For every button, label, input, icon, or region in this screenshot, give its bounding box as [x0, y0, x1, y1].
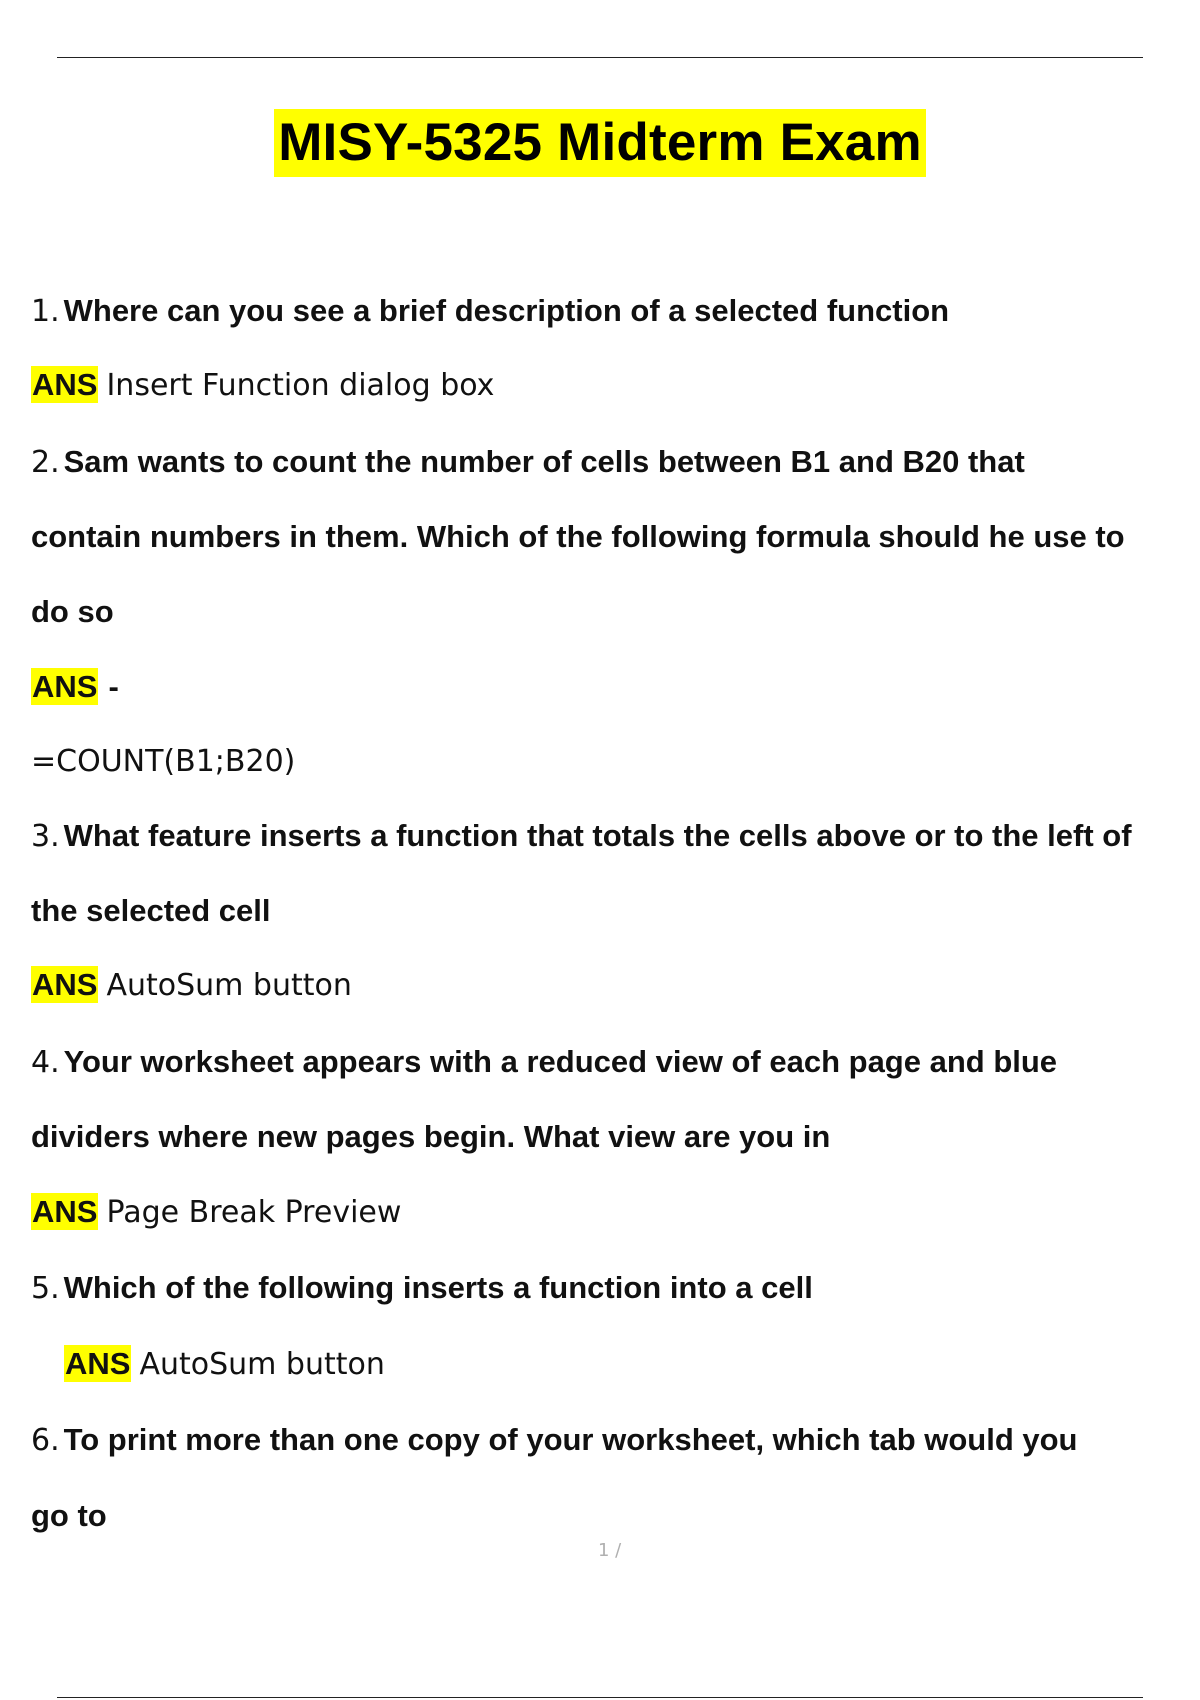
answer-4: [31, 1192, 401, 1233]
answer-text: Insert Function dialog box: [106, 368, 495, 403]
question-text: To print more than one copy of your worksheet, which tab would you: [63, 1422, 1078, 1457]
answer-2-formula: [31, 741, 295, 782]
question-text: go to: [31, 1498, 107, 1533]
document-title: MISY-5325 Midterm Exam: [274, 109, 926, 177]
question-3-line-2: [31, 891, 271, 931]
question-text: Sam wants to count the number of cells between B1 and B20 that: [63, 444, 1025, 479]
top-rule: [57, 57, 1143, 58]
question-number: 5.: [31, 1271, 60, 1306]
answer-text: AutoSum button: [106, 968, 352, 1003]
question-2-line-2: [31, 517, 1125, 557]
answer-label: ANS: [32, 367, 98, 402]
question-1: [31, 291, 949, 332]
question-text: Which of the following inserts a function into a cell: [63, 1270, 813, 1305]
bottom-rule: [57, 1697, 1143, 1698]
question-2: [31, 442, 1025, 483]
question-3: [31, 816, 1132, 857]
question-4-line-2: [31, 1117, 830, 1157]
question-text: contain numbers in them. Which of the following formula should he use to: [31, 519, 1125, 554]
answer-label: ANS: [32, 967, 98, 1002]
question-number: 2.: [31, 445, 60, 480]
question-number: 6.: [31, 1423, 60, 1458]
question-number: 1.: [31, 294, 60, 329]
answer-1: [31, 365, 494, 406]
question-text: dividers where new pages begin. What view are you in: [31, 1119, 831, 1154]
answer-text: =COUNT(B1;B20): [31, 744, 296, 779]
answer-3: [31, 965, 352, 1006]
answer-label: ANS: [65, 1346, 131, 1381]
question-number: 3.: [31, 819, 60, 854]
question-text: the selected cell: [31, 893, 271, 928]
question-6-line-2: [31, 1496, 107, 1536]
question-text: Where can you see a brief description of a selected function: [63, 293, 950, 328]
answer-label: ANS: [32, 669, 98, 704]
question-text: Your worksheet appears with a reduced view of each page and blue: [63, 1044, 1058, 1079]
question-5: [31, 1268, 813, 1309]
question-4: [31, 1042, 1057, 1083]
answer-text: AutoSum button: [139, 1347, 385, 1382]
answer-separator: -: [108, 669, 119, 704]
question-6: [31, 1420, 1078, 1461]
answer-2: [31, 667, 119, 707]
question-text: do so: [31, 594, 114, 629]
answer-label: ANS: [32, 1194, 98, 1229]
page-number: 1 /: [598, 1540, 622, 1561]
question-number: 4.: [31, 1045, 60, 1080]
question-2-line-3: [31, 592, 114, 632]
answer-5: [64, 1344, 385, 1385]
question-text: What feature inserts a function that totals the cells above or to the left of: [63, 818, 1132, 853]
title-container: [0, 109, 1200, 177]
answer-text: Page Break Preview: [106, 1195, 402, 1230]
